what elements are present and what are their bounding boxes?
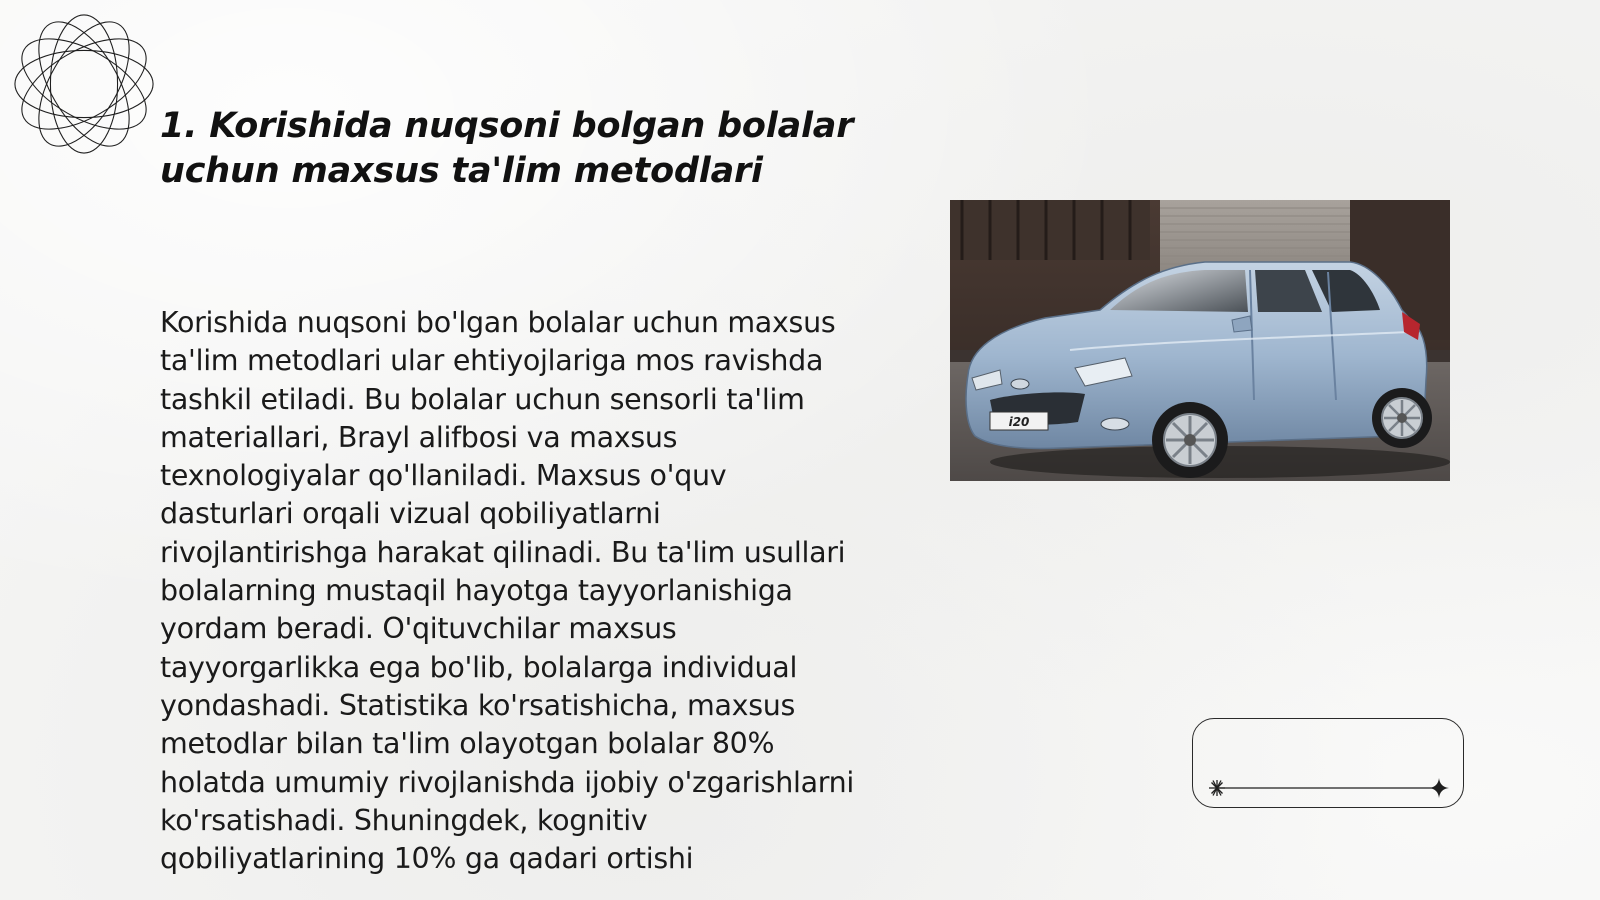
slide-title: 1. Korishida nuqsoni bolgan bolalar uchun maxsus ta'lim metodlari: [160, 106, 854, 191]
slide-body-text: Korishida nuqsoni bo'lgan bolalar uchun maxsus ta'lim metodlari ular ehtiyojlariga mos ravishda tashkil etiladi. Bu bolalar uchun sensorli ta'lim materiallari, Brayl alifbosi va maxsus texnologiyalar qo'llaniladi. Maxsus o'quv dasturlari orqali vizual qobiliyatlarni rivojlantirishga harakat qilinadi. Bu ta'lim usullari bolalarning mustaqil hayotga tayyorlanishiga yordam beradi. O'qituvchilar maxsus tayyorgarlikka ega bo'lib, bolalarga individual yondashadi. Statistika ko'rsatishicha, maxsus metodlar bilan ta'lim olayotgan bolalar 80% holatda umumiy rivojlanishda ijobiy o'zgarishlarni ko'rsatishadi. Shuningdek, kognitiv qobiliyatlarining 10% ga qadari ortishi: [160, 306, 855, 876]
orbit-rings-icon: [10, 10, 158, 158]
line-with-star-icon: [1193, 719, 1465, 809]
decorative-pill: [1192, 718, 1464, 808]
car-photo: [950, 200, 1450, 481]
burst-icon: [1209, 780, 1225, 796]
sparkle-icon: [1429, 778, 1449, 798]
plate-text: i20: [1008, 415, 1030, 429]
